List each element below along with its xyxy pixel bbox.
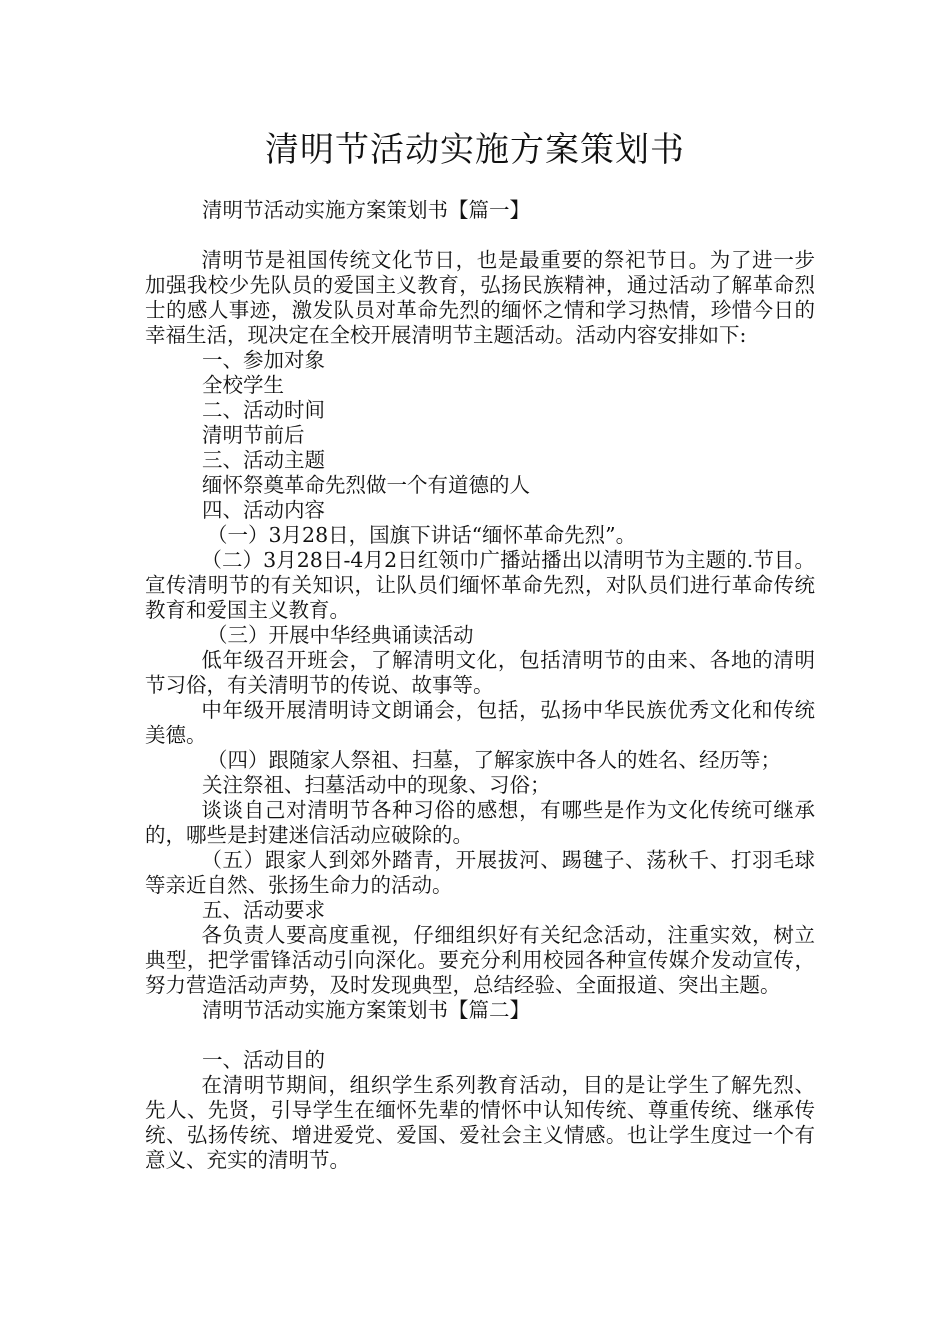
section4-item4-b: 关注祭祖、扫墓活动中的现象、习俗； (202, 773, 551, 797)
section4-item5: （五）跟家人到郊外踏青，开展拔河、踢毽子、荡秋千、打羽毛球等亲近自然、张扬生命力的活动。 (145, 848, 815, 897)
section5-heading: 五、活动要求 (202, 898, 325, 922)
section4-item4-c: 谈谈自己对清明节各种习俗的感想，有哪些是作为文化传统可继承的，哪些是封建迷信活动应破除的。 (145, 798, 815, 847)
section2-text: 清明节前后 (202, 423, 305, 447)
section1-heading: 一、参加对象 (202, 348, 325, 372)
part2-section1-heading: 一、活动目的 (202, 1048, 325, 1072)
section4-heading: 四、活动内容 (202, 498, 325, 522)
section4-item3-mid-grade: 中年级开展清明诗文朗诵会，包括，弘扬中华民族优秀文化和传统美德。 (145, 698, 815, 747)
section4-item2: （二）3月28日-4月2日红领巾广播站播出以清明节为主题的.节目。宣传清明节的有关知识，让队员们缅怀革命先烈，对队员们进行革命传统教育和爱国主义教育。 (145, 548, 815, 622)
intro-paragraph: 清明节是祖国传统文化节日，也是最重要的祭祀节日。为了进一步加强我校少先队员的爱国主义教育，弘扬民族精神，通过活动了解革命烈士的感人事迹，激发队员对革命先烈的缅怀之情和学习热情，珍惜今日的幸福生活，现决定在全校开展清明节主题活动。活动内容安排如下: (145, 248, 815, 347)
section4-item3: （三）开展中华经典诵读活动 (207, 623, 474, 647)
section5-text: 各负责人要高度重视，仔细组织好有关纪念活动，注重实效，树立典型，把学雷锋活动引向深化。要充分利用校园各种宣传媒介发动宣传，努力营造活动声势，及时发现典型，总结经验、全面报道、突出主题。 (145, 923, 815, 997)
section4-item4: （四）跟随家人祭祖、扫墓，了解家族中各人的姓名、经历等； (207, 748, 781, 772)
part1-heading: 清明节活动实施方案策划书【篇一】 (202, 198, 530, 222)
document-title: 清明节活动实施方案策划书 (265, 130, 685, 170)
part2-section1-text: 在清明节期间，组织学生系列教育活动，目的是让学生了解先烈、先人、先贤，引导学生在缅怀先辈的情怀中认知传统、尊重传统、继承传统、弘扬传统、增进爱党、爱国、爱社会主义情感。也让学生度过一个有意义、充实的清明节。 (145, 1073, 815, 1172)
blank-line (145, 1023, 815, 1048)
part2-heading: 清明节活动实施方案策划书【篇二】 (202, 998, 530, 1022)
section3-text: 缅怀祭奠革命先烈做一个有道德的人 (202, 473, 530, 497)
section2-heading: 二、活动时间 (202, 398, 325, 422)
section1-text: 全校学生 (202, 373, 284, 397)
blank-line (145, 223, 815, 248)
document-body (145, 198, 815, 1173)
section4-item3-low-grade: 低年级召开班会，了解清明文化，包括清明节的由来、各地的清明节习俗，有关清明节的传说、故事等。 (145, 648, 815, 697)
section4-item1: （一）3月28日，国旗下讲话“缅怀革命先烈”。 (207, 523, 637, 547)
section3-heading: 三、活动主题 (202, 448, 325, 472)
